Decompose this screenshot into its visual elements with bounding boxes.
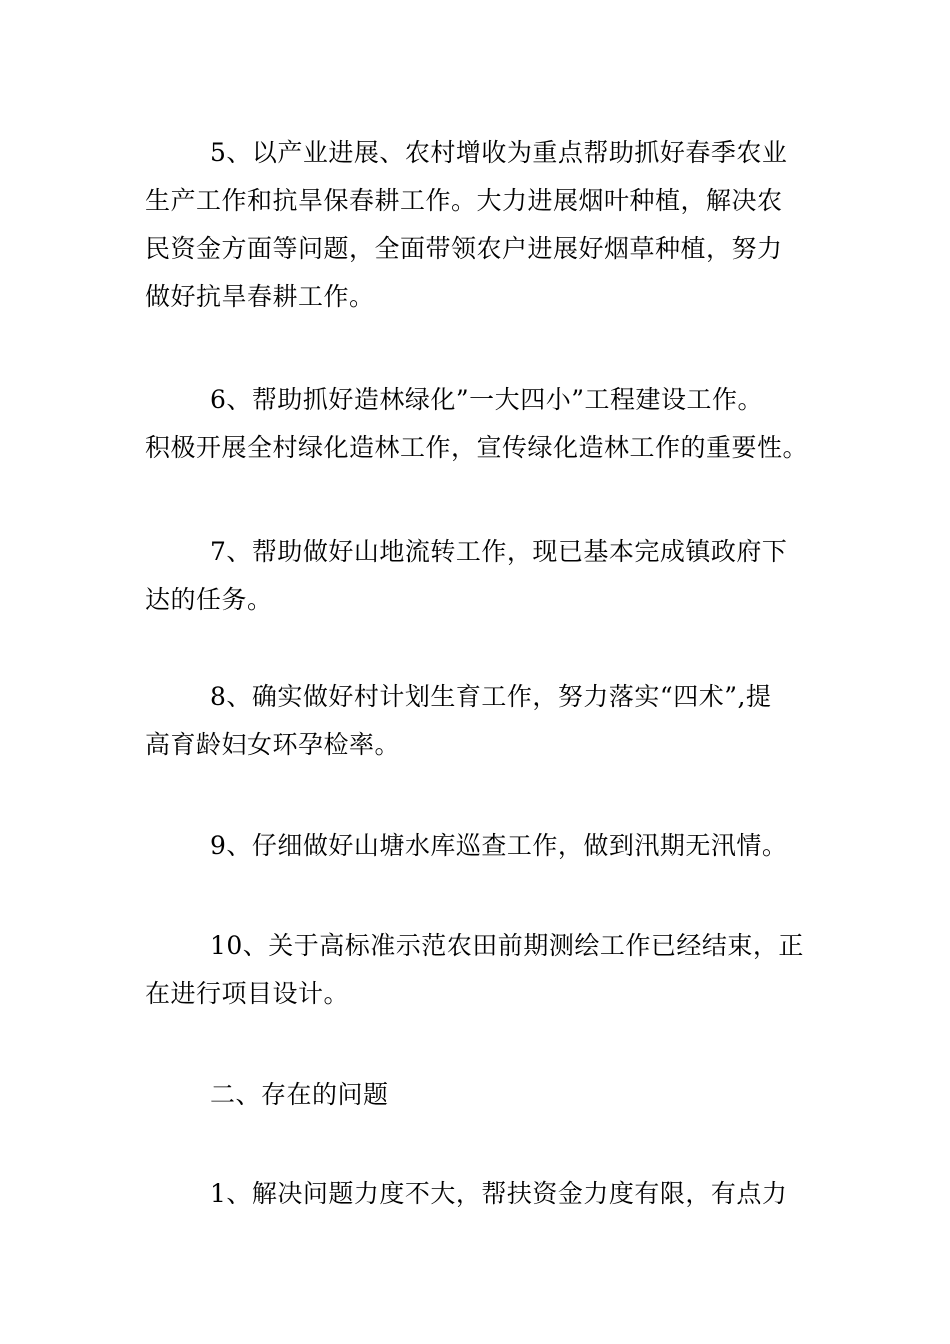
paragraph-line: 1、解决问题力度不大，帮扶资金力度有限，有点力 bbox=[210, 1179, 788, 1208]
paragraph-line: 8、确实做好村计划生育工作，努力落实“四术”,提 bbox=[210, 682, 772, 711]
paragraph-line: 7、帮助做好山地流转工作，现已基本完成镇政府下 bbox=[210, 537, 788, 566]
heading-line: 二、存在的问题 bbox=[210, 1080, 389, 1109]
paragraph-line: 5、以产业进展、农村增收为重点帮助抓好春季农业 bbox=[210, 138, 788, 167]
paragraph-line: 做好抗旱春耕工作。 bbox=[145, 282, 375, 311]
paragraph-line: 达的任务。 bbox=[145, 585, 273, 614]
paragraph-item-6 bbox=[145, 376, 810, 472]
paragraph-line: 生产工作和抗旱保春耕工作。大力进展烟叶种植，解决农 bbox=[145, 186, 783, 215]
paragraph-item-5 bbox=[145, 129, 810, 321]
paragraph-item-9 bbox=[145, 822, 810, 870]
paragraph-line: 高育龄妇女环孕检率。 bbox=[145, 730, 401, 759]
paragraph-item-10 bbox=[145, 922, 810, 1018]
paragraph-item-7 bbox=[145, 528, 810, 624]
paragraph-problem-1 bbox=[145, 1170, 810, 1218]
paragraph-line: 在进行项目设计。 bbox=[145, 979, 350, 1008]
paragraph-line: 积极开展全村绿化造林工作，宣传绿化造林工作的重要性。 bbox=[145, 433, 809, 462]
paragraph-item-8 bbox=[145, 673, 810, 769]
section-heading-problems bbox=[145, 1071, 810, 1119]
paragraph-line: 9、仔细做好山塘水库巡查工作，做到汛期无汛情。 bbox=[210, 831, 788, 860]
paragraph-line: 民资金方面等问题，全面带领农户进展好烟草种植，努力 bbox=[145, 234, 783, 263]
paragraph-line: 6、帮助抓好造林绿化”一大四小”工程建设工作。 bbox=[210, 385, 763, 414]
paragraph-line: 10、关于高标准示范农田前期测绘工作已经结束，正 bbox=[210, 931, 804, 960]
